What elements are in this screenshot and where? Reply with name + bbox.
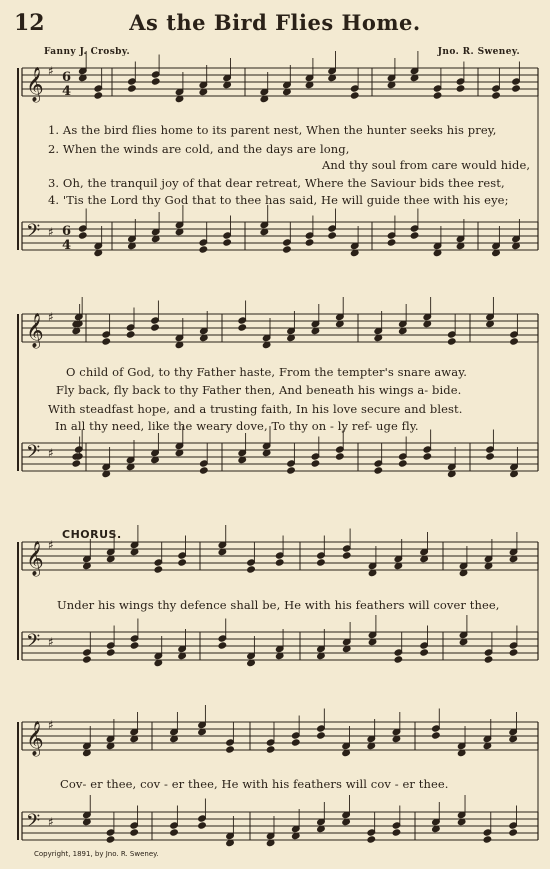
note-head (283, 246, 292, 253)
key-signature-sharp: ♯ (48, 815, 54, 829)
note-head (151, 324, 160, 331)
note-head (398, 460, 407, 467)
note-head (317, 559, 326, 566)
verse2-line2: Fly back, fly back to thy Father then, And beneath his wings a- bide. (56, 383, 462, 397)
note-head (433, 92, 442, 99)
time-signature (62, 70, 71, 253)
hymn-title: As the Bird Flies Home. (129, 10, 421, 35)
verse3-line2: With steadfast hope, and a trusting faith, In his love secure and blest. (48, 402, 463, 416)
time-signature-bottom: 4 (62, 84, 72, 99)
composer-credit: Jno. R. Sweney. (437, 47, 520, 57)
note-head (486, 453, 495, 460)
note-head (223, 239, 232, 246)
chorus-label: CHORUS. (62, 528, 122, 541)
note-head (238, 324, 247, 331)
note-head (484, 656, 493, 663)
note-head (287, 467, 296, 474)
note-head (432, 732, 441, 739)
note-head (510, 338, 519, 345)
note-head (305, 239, 314, 246)
note-head (328, 232, 337, 239)
note-head (218, 642, 227, 649)
verse1-line1: 1. As the bird flies home to its parent nest, When the hunter seeks his prey, (48, 123, 497, 137)
note-head (420, 649, 429, 656)
verse2-line1: 2. When the winds are cold, and the days are long, (48, 142, 350, 156)
note-head (94, 92, 103, 99)
note-head (247, 566, 256, 573)
treble-clef: 𝄞 (26, 721, 44, 756)
verse2-line1-cont: And thy soul from care would hide, (322, 158, 531, 172)
copyright-notice: Copyright, 1891, by Jno. R. Sweney. (34, 850, 159, 858)
verse4-line1: 4. 'Tis the Lord thy God that to thee has said, He will guide thee with his eye; (48, 193, 509, 207)
note-head (410, 232, 419, 239)
bass-clef: 𝄢 (26, 442, 41, 467)
key-signature-sharp: ♯ (48, 718, 54, 732)
author-credit: Fanny J. Crosby. (44, 47, 131, 57)
note-head (266, 746, 275, 753)
note-head (509, 829, 518, 836)
note-head (126, 331, 135, 338)
time-signature-top: 6 (62, 70, 72, 85)
verse4-line2: In all thy need, like the weary dove, To thy on - ly ref- uge fly. (55, 419, 419, 433)
key-signature-sharp: ♯ (48, 310, 54, 324)
time-signature-top: 6 (62, 224, 72, 239)
note-head (198, 822, 207, 829)
note-head (387, 239, 396, 246)
key-signature-sharp: ♯ (48, 225, 54, 239)
note-head (178, 559, 187, 566)
bass-clef: 𝄢 (26, 811, 41, 836)
note-head (423, 453, 432, 460)
note-head (447, 338, 456, 345)
note-head (83, 656, 92, 663)
note-head (199, 246, 208, 253)
note-head (154, 566, 163, 573)
chorus-lyric-line2: Cov- er thee, cov - er thee, He with his feathers will cov - er thee. (60, 777, 449, 791)
note-head (374, 467, 383, 474)
note-head (483, 836, 492, 843)
note-head (130, 642, 139, 649)
note-head (151, 78, 160, 85)
note-head (102, 338, 111, 345)
key-signature-sharp: ♯ (48, 446, 54, 460)
note-head (512, 85, 521, 92)
note-head (106, 836, 115, 843)
treble-clef: 𝄞 (26, 541, 44, 576)
note-head (394, 656, 403, 663)
note-head (392, 829, 401, 836)
note-head (367, 836, 376, 843)
note-head (106, 649, 115, 656)
note-head (78, 232, 87, 239)
time-signature-bottom: 4 (62, 238, 72, 253)
key-signature-sharp: ♯ (48, 538, 54, 552)
note-head (336, 453, 345, 460)
note-head (170, 829, 179, 836)
note-head (130, 829, 139, 836)
note-head (275, 559, 284, 566)
treble-clef: 𝄞 (26, 313, 44, 348)
bass-clef: 𝄢 (26, 631, 41, 656)
note-head (509, 649, 518, 656)
note-head (128, 85, 137, 92)
note-head (200, 467, 209, 474)
page-number: 12 (14, 10, 45, 36)
chorus-lyric-line1: Under his wings thy defence shall be, He with his feathers will cover thee, (57, 598, 500, 612)
note-head (342, 552, 351, 559)
note-head (317, 732, 326, 739)
note-head (456, 85, 465, 92)
verse1-line2: O child of God, to thy Father haste, From the tempter's snare away. (66, 365, 468, 379)
note-head (72, 460, 81, 467)
bass-clef: 𝄢 (26, 221, 41, 246)
note-head (291, 739, 300, 746)
verse3-line1: 3. Oh, the tranquil joy of that dear retreat, Where the Saviour bids thee rest, (48, 176, 505, 190)
note-head (311, 460, 320, 467)
note-head (226, 746, 235, 753)
note-head (350, 92, 359, 99)
note-head (492, 92, 501, 99)
key-signature-sharp: ♯ (48, 635, 54, 649)
key-signature-sharp: ♯ (48, 64, 54, 78)
treble-clef: 𝄞 (26, 67, 44, 102)
